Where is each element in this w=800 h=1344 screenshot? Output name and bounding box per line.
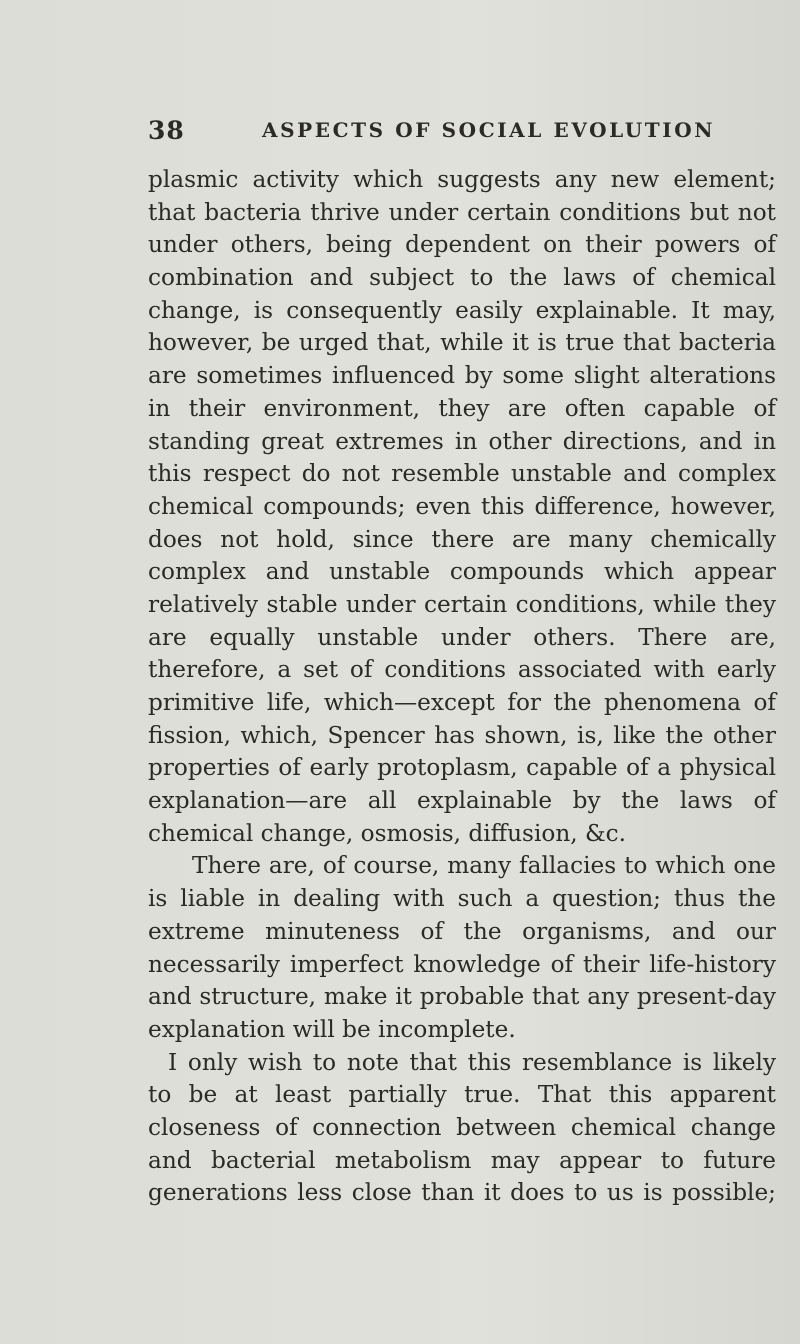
text-line: relatively stable under certain conditions, while they [148, 590, 776, 618]
text-line: properties of early protoplasm, capable of a physical [148, 754, 776, 782]
text-line: does not hold, since there are many chemically [148, 525, 776, 553]
text-line: to be at least partially true. That this apparent [148, 1081, 776, 1109]
text-line: this respect do not resemble unstable and complex [148, 460, 776, 488]
text-line: therefore, a set of conditions associated with early [148, 656, 776, 684]
paragraph-start-line: There are, of course, many fallacies to which one [192, 852, 776, 880]
text-line: explanation—are all explainable by the laws of [148, 787, 776, 815]
text-line: is liable in dealing with such a question; thus the [148, 885, 776, 913]
text-line: and bacterial metabolism may appear to future [148, 1146, 776, 1174]
text-line: standing great extremes in other directions, and in [148, 427, 776, 455]
text-line: in their environment, they are often capable of [148, 394, 776, 422]
text-line: extreme minuteness of the organisms, and our [148, 917, 776, 945]
running-head: ASPECTS OF SOCIAL EVOLUTION [262, 118, 716, 142]
text-line: closeness of connection between chemical change [148, 1113, 776, 1141]
text-line: change, is consequently easily explainable. It may, [148, 296, 776, 324]
page-header [148, 116, 773, 152]
text-line: plasmic activity which suggests any new element; [148, 166, 776, 193]
text-line: under others, being dependent on their powers of [148, 231, 776, 259]
body-text [148, 164, 776, 1210]
text-line: necessarily imperfect knowledge of their life-history [148, 950, 776, 978]
text-line: are equally unstable under others. There are, [148, 623, 776, 651]
text-line: chemical compounds; even this difference, however, [148, 492, 776, 520]
paragraph-start-line: I only wish to note that this resemblance is likely [168, 1048, 776, 1076]
text-line: are sometimes influenced by some slight alterations [148, 362, 776, 390]
text-line: primitive life, which—except for the phenomena of [148, 689, 776, 716]
page-number: 38 [148, 116, 185, 145]
text-line: generations less close than it does to us is possible; [148, 1179, 776, 1207]
text-line: fission, which, Spencer has shown, is, like the other [148, 721, 776, 749]
text-line: combination and subject to the laws of chemical [148, 264, 776, 292]
paragraph-end-line: explanation will be incomplete. [148, 1015, 516, 1043]
text-line: and structure, make it probable that any present-day [148, 983, 776, 1011]
text-line: however, be urged that, while it is true that bacteria [148, 329, 776, 357]
text-line: complex and unstable compounds which appear [148, 558, 776, 586]
paragraph-end-line: chemical change, osmosis, diffusion, &c. [148, 819, 627, 847]
text-line: that bacteria thrive under certain conditions but not [148, 198, 776, 226]
